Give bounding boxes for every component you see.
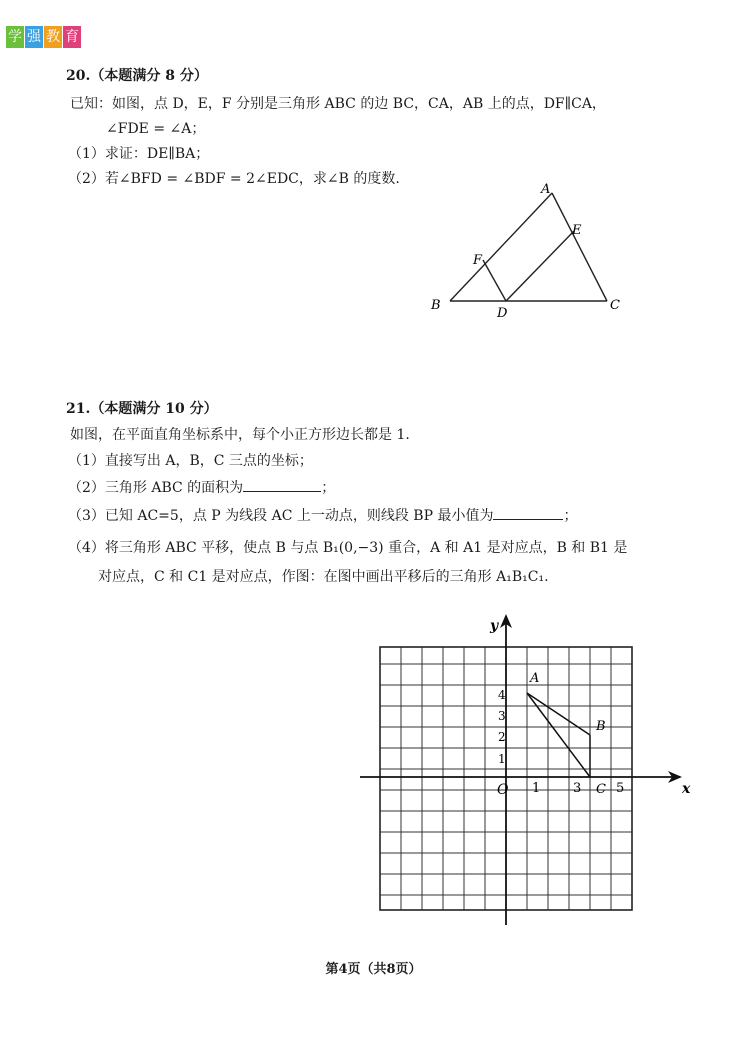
tick-y-1: 1 <box>498 752 506 766</box>
label-C: C <box>610 298 620 313</box>
tick-y-2: 2 <box>498 730 506 744</box>
point-A-label: A <box>530 671 540 686</box>
q20-title: 20.（本题满分 8 分） <box>66 68 208 84</box>
q21-part2-end: ； <box>321 480 336 496</box>
tick-x-5: 5 <box>616 781 625 796</box>
q20-line1: 已知：如图，点 D，E，F 分别是三角形 ABC 的边 BC，CA，AB 上的点，DF∥CA， <box>70 96 606 112</box>
label-F: F <box>473 253 483 268</box>
label-D: D <box>497 306 508 321</box>
q21-part3-end: ； <box>563 508 578 524</box>
logo-char-3: 教 <box>44 26 62 48</box>
logo-char-4: 育 <box>63 26 81 48</box>
origin-label: O <box>497 782 509 798</box>
q21-part4-line1: （4）将三角形 ABC 平移，使点 B 与点 B₁(0,−3) 重合，A 和 A1 是对应点，B 和 B1 是 <box>68 540 628 556</box>
tick-y-4: 4 <box>498 688 506 702</box>
label-A: A <box>541 182 551 197</box>
tick-x-3: 3 <box>573 781 582 796</box>
edge-AB <box>527 693 590 735</box>
q21-intro: 如图，在平面直角坐标系中，每个小正方形边长都是 1. <box>70 427 410 443</box>
q21-part3 <box>68 505 577 526</box>
x-axis-label: x <box>682 781 691 797</box>
edge-ac <box>552 193 607 301</box>
q20-part1: （1）求证：DE∥BA； <box>68 146 210 162</box>
brand-logo <box>6 26 81 48</box>
logo-char-1: 学 <box>6 26 24 48</box>
y-axis-label: y <box>490 618 499 634</box>
q20-triangle-figure <box>420 178 630 323</box>
page-footer: 第4页（共8页） <box>325 962 422 977</box>
tick-y-3: 3 <box>498 709 506 723</box>
segment-df <box>483 260 506 301</box>
q20-line2: ∠FDE = ∠A； <box>106 121 206 137</box>
point-C-label: C <box>596 782 606 797</box>
answer-blank-bp[interactable] <box>493 505 563 520</box>
segment-de <box>506 231 574 301</box>
tick-x-1: 1 <box>532 781 541 796</box>
q21-part2 <box>68 477 335 498</box>
edge-ba <box>450 193 552 301</box>
label-E: E <box>572 223 582 238</box>
q21-part1: （1）直接写出 A，B，C 三点的坐标； <box>68 453 313 469</box>
answer-blank-area[interactable] <box>243 477 321 492</box>
q21-part3-text: （3）已知 AC=5，点 P 为线段 AC 上一动点，则线段 BP 最小值为 <box>68 508 494 524</box>
label-B: B <box>431 298 441 313</box>
point-B-label: B <box>596 719 606 734</box>
q21-part4-line2: 对应点，C 和 C1 是对应点，作图：在图中画出平移后的三角形 A₁B₁C₁. <box>98 569 549 585</box>
q21-part2-text: （2）三角形 ABC 的面积为 <box>68 480 244 496</box>
q21-title: 21.（本题满分 10 分） <box>66 401 218 417</box>
q21-coordinate-grid <box>360 610 700 925</box>
q20-part2: （2）若∠BFD = ∠BDF = 2∠EDC，求∠B 的度数. <box>68 171 400 187</box>
logo-char-2: 强 <box>25 26 43 48</box>
